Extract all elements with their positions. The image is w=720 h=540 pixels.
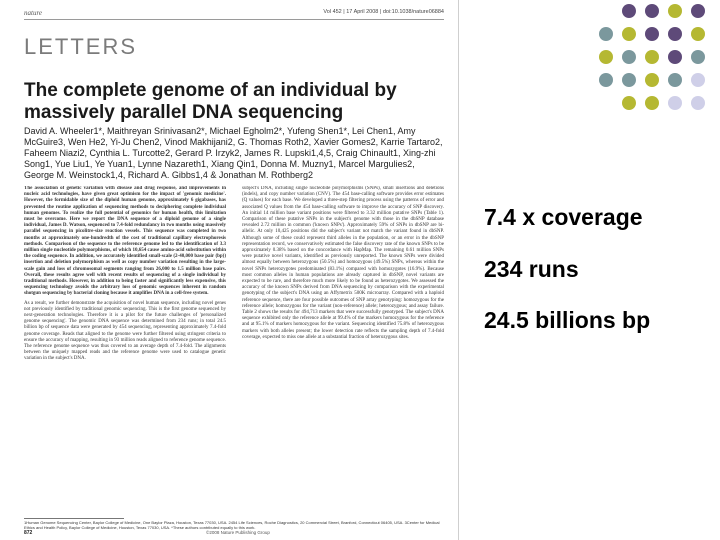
decorative-dot — [668, 50, 682, 64]
stat-runs: 234 runs — [484, 256, 579, 282]
decorative-dot — [622, 50, 636, 64]
decorative-dot — [599, 73, 613, 87]
decorative-dot — [645, 96, 659, 110]
decorative-dot — [668, 96, 682, 110]
decorative-dot — [622, 4, 636, 18]
copyright-line: ©2008 Nature Publishing Group — [206, 530, 270, 535]
section-label: LETTERS — [24, 34, 138, 59]
journal-logo: nature — [24, 9, 43, 17]
header-rule — [24, 19, 444, 20]
decorative-dot — [645, 73, 659, 87]
right-column — [242, 186, 444, 526]
decorative-dot — [599, 50, 613, 64]
decorative-dot — [668, 73, 682, 87]
affiliation-footnote: 1Human Genome Sequencing Center, Baylor College of Medicine, One Baylor Plaza, Houston, Texas 77030, USA. 2454 Life Sciences, Roche Diagnostics, 20 Commercial Street, Branford, Connecticut 06405, USA. 3Center for Medical Ethics and Health Policy, Baylor College of Medicine, Houston, Texas 77030, USA. *These authors contributed equally to this work. — [24, 520, 440, 530]
decorative-dot — [691, 4, 705, 18]
decorative-dot — [691, 27, 705, 41]
decorative-dot — [622, 27, 636, 41]
right-body-text: subject's DNA, including single nucleotide polymorphisms (SNPs), small insertions and deletions (indels), and copy number variation (CNV). The 454 base-calling software provides error estimates (Q values) for each base. We developed a three-step filtering process using the patterns of error and associated Q values from the 454 base-calling software to improve the accuracy of SNP discovery. An initial 14 million base variant positions were filtered to 3.32 million putative SNPs (Table 1). Comparison of these putative SNPs in the subject's genome with those in the dbSNP database revealed 2.72 million in common ('known SNPs'). Approximately 59% of SNPs in dbSNP are bi-allelic. At only 10,425 positions did the subject's variant not match the variant found in dbSNP. Although some of these could represent third alleles in the population, or an error in the dbSNP representation record, we conservatively estimated the false discovery rate of the known SNPs to be approximately 0.38% based on the concordance with HapMap. The remaining 0.61 million SNPs were putative novel variants, identified as previously unreported. The known SNPs were divided almost equally between heterozygous (50.5%) and homozygous (49.5%) SNPs, whereas within the novel SNPs heterozygotes predominated (83.1%) compared with homozygotes (16.9%). Because most common alleles in human populations are already captured in dbSNP, novel variants are expected to be rare, and therefore much more likely to be found as heterozygotes. We assessed the accuracy of the known SNPs derived from DNA sequencing by comparison with the experimental genotyping of the subject's DNA using an Affymetrix 500K microarray. Compared with a haploid reference sequence, there are four possible outcomes of SNP array genotyping: homozygous for the reference allele; homozygous for the variant (non-reference) allele; heterozygous; and assay failure. Table 2 shows the results for 494,713 markers that were successfully genotyped. The subject's DNA sequence exhibited only the reference allele at 99.4% of the markers homozygous for the reference and at 95.1% of markers homozygous for the variant. Sequencing identified 75.8% of heterozygous markers with both alleles present; the lower detection rate reflects the sampling depth of 7.4-fold coverage, expected to miss one allele at a substantial fraction of heterozygous sites. — [242, 186, 444, 340]
abstract-text: The association of genetic variation with disease and drug response, and improvements in nucleic acid technologies, have given great optimism for the impact of 'genomic medicine'. However, the formidable size of the diploid human genome, approximately 6 gigabases, has prevented the routine application of sequencing methods to deciphering complete individual human genomes. To realize the full potential of genomics for human health, this limitation must be overcome. Here we report the DNA sequence of a diploid genome of a single individual, James D. Watson, sequenced to 7.4-fold redundancy in two months using massively parallel sequencing in picolitre-size reaction vessels. This sequence was completed in two months at approximately one-hundredth of the cost of traditional capillary electrophoresis methods. Comparison of the sequence to the reference genome led to the identification of 3.3 million single nucleotide polymorphisms, of which 10,654 cause amino-acid substitution within the coding sequence. In addition, we accurately identified small-scale (2-40,000 base pair (bp)) insertion and deletion polymorphism as well as copy number variation resulting in the large-scale gain and loss of chromosomal segments ranging from 26,000 to 1.5 million base pairs. Overall, these results agree well with recent results of sequencing of a single individual by traditional methods. However, in addition to being faster and significantly less expensive, this sequencing technology avoids the arbitrary loss of genomic sequences inherent in random shotgun sequencing by bacterial cloning because it amplifies DNA in a cell-free system. — [24, 186, 226, 297]
decorative-dot-grid — [590, 0, 720, 130]
decorative-dot — [645, 4, 659, 18]
citation-line: Vol 452 | 17 April 2008 | doi:10.1038/nature06884 — [323, 9, 444, 15]
stat-coverage: 7.4 x coverage — [484, 204, 643, 230]
page-number: 872 — [24, 530, 33, 536]
left-column — [24, 186, 226, 526]
decorative-dot — [691, 73, 705, 87]
paper-page — [6, 0, 459, 540]
decorative-dot — [645, 27, 659, 41]
author-list: David A. Wheeler1*, Maithreyan Srinivasan2*, Michael Egholm2*, Yufeng Shen1*, Lei Chen1, Amy McGuire3, Wen He2, Yi-Ju Chen2, Vinod Makhijani2, G. Thomas Roth2, Xavier Gomes2, Karrie Tartaro2, Faheem Niazi2, Cynthia L. Turcotte2, Gerard P. Irzyk2, James R. Lupski1,4,5, Craig Chinault1, Xing-zhi Song1, Yue Liu1, Ye Yuan1, Lynne Nazareth1, Xiang Qin1, Donna M. Muzny1, Marcel Margulies2, George M. Weinstock1,4, Richard A. Gibbs1,4 & Jonathan M. Rothberg2 — [24, 126, 443, 180]
footnote-rule — [24, 518, 124, 519]
decorative-dot — [668, 27, 682, 41]
decorative-dot — [622, 96, 636, 110]
decorative-dot — [599, 27, 613, 41]
decorative-dot — [691, 50, 705, 64]
decorative-dot — [691, 96, 705, 110]
stat-bases: 24.5 billions bp — [484, 307, 651, 333]
paper-title: The complete genome of an individual by massively parallel DNA sequencing — [24, 80, 397, 123]
decorative-dot — [645, 50, 659, 64]
decorative-dot — [622, 73, 636, 87]
decorative-dot — [668, 4, 682, 18]
left-body-text: As a result, we further demonstrate the acquisition of novel human sequence, including novel genes not previously identified by traditional genomic sequencing. This is the first genome sequenced by next-generation technologies. Therefore it is a pilot for the future challenges of 'personalized genome sequencing'. The genomic DNA sequence was determined from 234 runs; in total 24.5 billion bp of sequence data were generated by 454 sequencing, representing approximately 7.4-fold genome coverage. Reads that aligned to the genome were further filtered using stringent criteria to ensure the accuracy of mapping, resulting in 93 million reads aligned to reference genome sequence. The reference genome sequence was thus covered to an average depth of 7.4-fold. The alignments between the uniquely mapped reads and the reference genome were used to catalogue genetic variation in the subject's DNA. — [24, 300, 226, 362]
